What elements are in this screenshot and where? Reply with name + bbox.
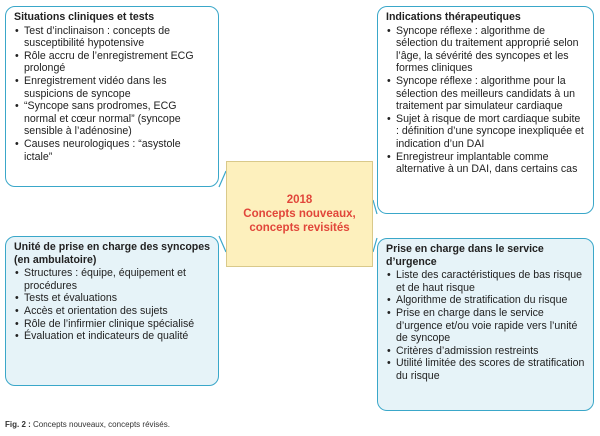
list-item: • Enregistrement vidéo dans les suspicions de syncope bbox=[14, 75, 211, 100]
list-item: • Syncope réflexe : algorithme de sélection du traitement approprié selon l’âge, la sévérité des syncopes et les formes cliniques bbox=[386, 25, 586, 75]
connector-top-left bbox=[219, 171, 226, 187]
caption-label: Fig. 2 : bbox=[5, 420, 31, 429]
list-item: • Prise en charge dans le service d’urgence et/ou voie rapide vers l’unité de syncope bbox=[386, 307, 586, 345]
list-item: • Rôle accru de l’enregistrement ECG prolongé bbox=[14, 50, 211, 75]
list-item: • “Syncope sans prodromes, ECG normal et cœur normal” (syncope sensible à l’adénosine) bbox=[14, 100, 211, 138]
list-item: • Utilité limitée des scores de stratification du risque bbox=[386, 357, 586, 382]
list-item: • Causes neurologiques : “asystole ictale” bbox=[14, 138, 211, 163]
bullet-list bbox=[14, 267, 211, 343]
box-unite-prise-en-charge bbox=[5, 236, 219, 386]
list-item: • Évaluation et indicateurs de qualité bbox=[14, 330, 211, 343]
box-title: Unité de prise en charge des syncopes (en ambulatoire) bbox=[14, 241, 211, 266]
list-item: • Rôle de l’infirmier clinique spécialisé bbox=[14, 318, 211, 331]
list-item: • Enregistreur implantable comme alternative à un DAI, dans certains cas bbox=[386, 151, 586, 176]
list-item: • Tests et évaluations bbox=[14, 292, 211, 305]
list-item: • Algorithme de stratification du risque bbox=[386, 294, 586, 307]
connector-bottom-left bbox=[219, 236, 226, 252]
box-service-urgence bbox=[377, 238, 594, 411]
bullet-list bbox=[386, 25, 586, 176]
center-concepts-box bbox=[226, 161, 373, 267]
list-item: • Accès et orientation des sujets bbox=[14, 305, 211, 318]
figure-caption bbox=[5, 420, 170, 429]
list-item: • Syncope réflexe : algorithme pour la sélection des meilleurs candidats à un traitement par simulateur cardiaque bbox=[386, 75, 586, 113]
list-item: • Structures : équipe, équipement et procédures bbox=[14, 267, 211, 292]
center-year: 2018 bbox=[286, 194, 313, 206]
bullet-list bbox=[14, 25, 211, 164]
list-item: • Sujet à risque de mort cardiaque subite : définition d’une syncope inexpliquée et indication d’un DAI bbox=[386, 113, 586, 151]
list-item: • Critères d’admission restreints bbox=[386, 345, 586, 358]
box-situations-cliniques bbox=[5, 6, 219, 187]
bullet-list bbox=[386, 269, 586, 382]
list-item: • Test d’inclinaison : concepts de susceptibilité hypotensive bbox=[14, 25, 211, 50]
caption-text: Concepts nouveaux, concepts révisés. bbox=[30, 420, 170, 429]
box-title: Prise en charge dans le service d’urgence bbox=[386, 243, 544, 268]
box-indications-therapeutiques bbox=[377, 6, 594, 214]
box-title: Situations cliniques et tests bbox=[14, 11, 155, 23]
list-item: • Liste des caractéristiques de bas risque et de haut risque bbox=[386, 269, 586, 294]
center-line-2: concepts revisités bbox=[249, 222, 350, 234]
box-title: Indications thérapeutiques bbox=[386, 11, 521, 23]
center-line-1: Concepts nouveaux, bbox=[243, 208, 356, 220]
